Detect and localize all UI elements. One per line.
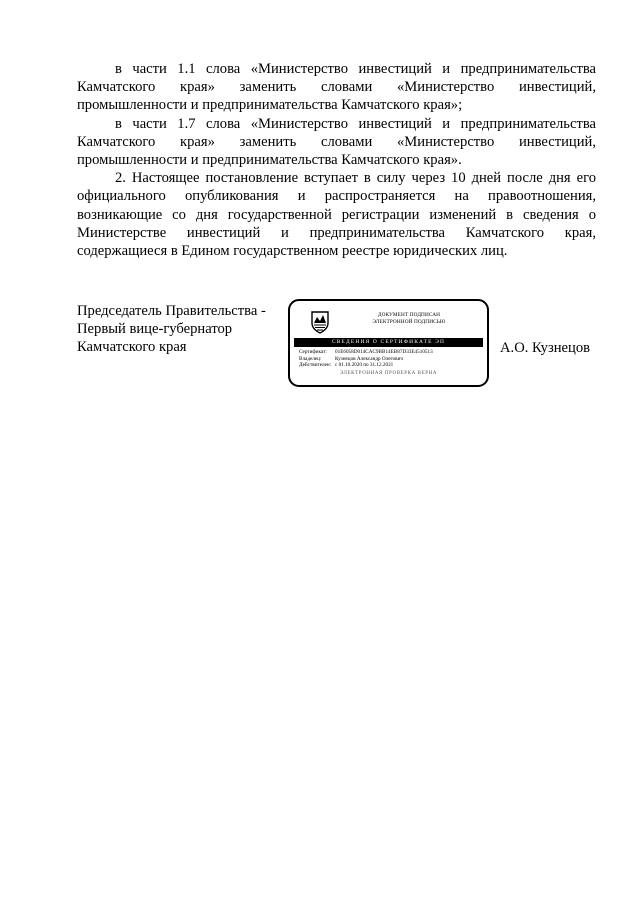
stamp-header bbox=[334, 312, 484, 326]
paragraph-effective-date: 2. Настоящее постановление вступает в силу через 10 дней после дня его официального опубликования и распространяется на правоотношения, возникающие со дня государственной регистрации изменений в сведения о Министерстве инвестиций и предпринимательства Камчатского края, содержащиеся в Едином государственном реестре юридических лиц. bbox=[77, 170, 596, 260]
stamp-row-label: Сертификат: bbox=[299, 349, 327, 355]
stamp-row-validity bbox=[299, 362, 485, 369]
stamp-row-value: 01E6058D014CAC9BB14EB87D33E4510513 bbox=[335, 349, 433, 355]
stamp-row-certificate bbox=[299, 349, 485, 356]
signer-title-line: Первый вице-губернатор bbox=[77, 321, 233, 338]
signer-name: А.О. Кузнецов bbox=[500, 340, 591, 356]
signer-title bbox=[77, 302, 287, 357]
stamp-header-line: ДОКУМЕНТ ПОДПИСАН bbox=[377, 312, 441, 318]
coat-of-arms-icon bbox=[310, 310, 330, 334]
stamp-row-value: Кузнецов Александр Олегович bbox=[335, 355, 403, 362]
document-body bbox=[77, 60, 596, 260]
stamp-certificate-details bbox=[299, 349, 485, 369]
stamp-row-label: Действителен: bbox=[299, 362, 332, 369]
electronic-signature-stamp bbox=[288, 299, 489, 387]
stamp-row-value: с 01.10.2020 по 31.12.2021 bbox=[335, 362, 394, 369]
stamp-certificate-bar: СВЕДЕНИЯ О СЕРТИФИКАТЕ ЭП bbox=[294, 338, 483, 347]
paragraph-part-1-7: в части 1.7 слова «Министерство инвестиций и предпринимательства Камчатского края» заменить словами «Министерство инвестиций, промышленности и предпринимательства Камчатского края». bbox=[77, 115, 596, 169]
paragraph-part-1-1: в части 1.1 слова «Министерство инвестиций и предпринимательства Камчатского края» заменить словами «Министерство инвестиций, промышленности и предпринимательства Камчатского края»; bbox=[77, 61, 596, 114]
stamp-row-label: Владелец: bbox=[299, 355, 322, 362]
stamp-header-line: ЭЛЕКТРОННОЙ ПОДПИСЬЮ bbox=[372, 319, 446, 325]
stamp-footer: ЭЛЕКТРОННАЯ ПРОВЕРКА ВЕРНА bbox=[339, 371, 438, 376]
signer-title-line: Председатель Правительства - bbox=[77, 303, 266, 319]
signer-title-line: Камчатского края bbox=[77, 339, 187, 356]
